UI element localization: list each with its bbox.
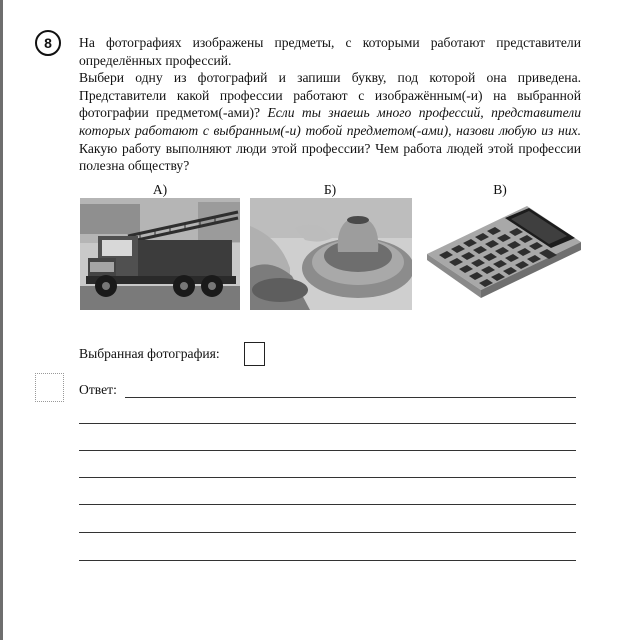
- page-left-edge: [0, 0, 3, 640]
- chosen-photo-label: Выбранная фотография:: [79, 346, 220, 361]
- question-number: 8: [44, 35, 52, 51]
- answer-line-6[interactable]: [79, 532, 576, 533]
- photo-label-b: Б): [323, 182, 337, 197]
- calculator-icon: [423, 198, 583, 310]
- answer-label: Ответ:: [79, 382, 117, 397]
- photo-label-a: А): [152, 182, 168, 197]
- answer-line-2[interactable]: [79, 423, 576, 424]
- task-text: [79, 34, 581, 175]
- pottery-icon: [250, 198, 412, 310]
- calculator-photo[interactable]: [423, 198, 583, 310]
- answer-line-4[interactable]: [79, 477, 576, 478]
- task-sentence-2: Выбери одну из фотографий и запиши букву, под которой она приведена. Представители какой профессии работают с изображённым(-и) на выбранной фотографии предметом(-ами)?: [79, 70, 581, 121]
- task-sentence-3: Какую работу выполняют люди этой профессии? Чем работа людей этой профессии полезна обществу?: [79, 140, 581, 174]
- task-italic-hint: Если ты знаешь много профессий, представители которых работают с выбранным(-и) тобой предметом(-ами), назови любую из них.: [79, 105, 581, 138]
- answer-line-3[interactable]: [79, 450, 576, 451]
- answer-line-7[interactable]: [79, 560, 576, 561]
- task-paragraph-1: На фотографиях изображены предметы, с которыми работают представители определённых профессий.: [79, 35, 581, 68]
- photo-label-v: В): [493, 182, 507, 197]
- score-box: [35, 373, 64, 402]
- fire-truck-icon: [80, 198, 240, 310]
- answer-line-5[interactable]: [79, 504, 576, 505]
- task-paragraph-2: [79, 69, 581, 175]
- pottery-wheel-photo[interactable]: [250, 198, 412, 310]
- answer-line-1[interactable]: [125, 397, 576, 398]
- chosen-photo-input[interactable]: [244, 342, 265, 366]
- question-number-badge: [35, 30, 61, 56]
- fire-truck-photo[interactable]: [80, 198, 240, 310]
